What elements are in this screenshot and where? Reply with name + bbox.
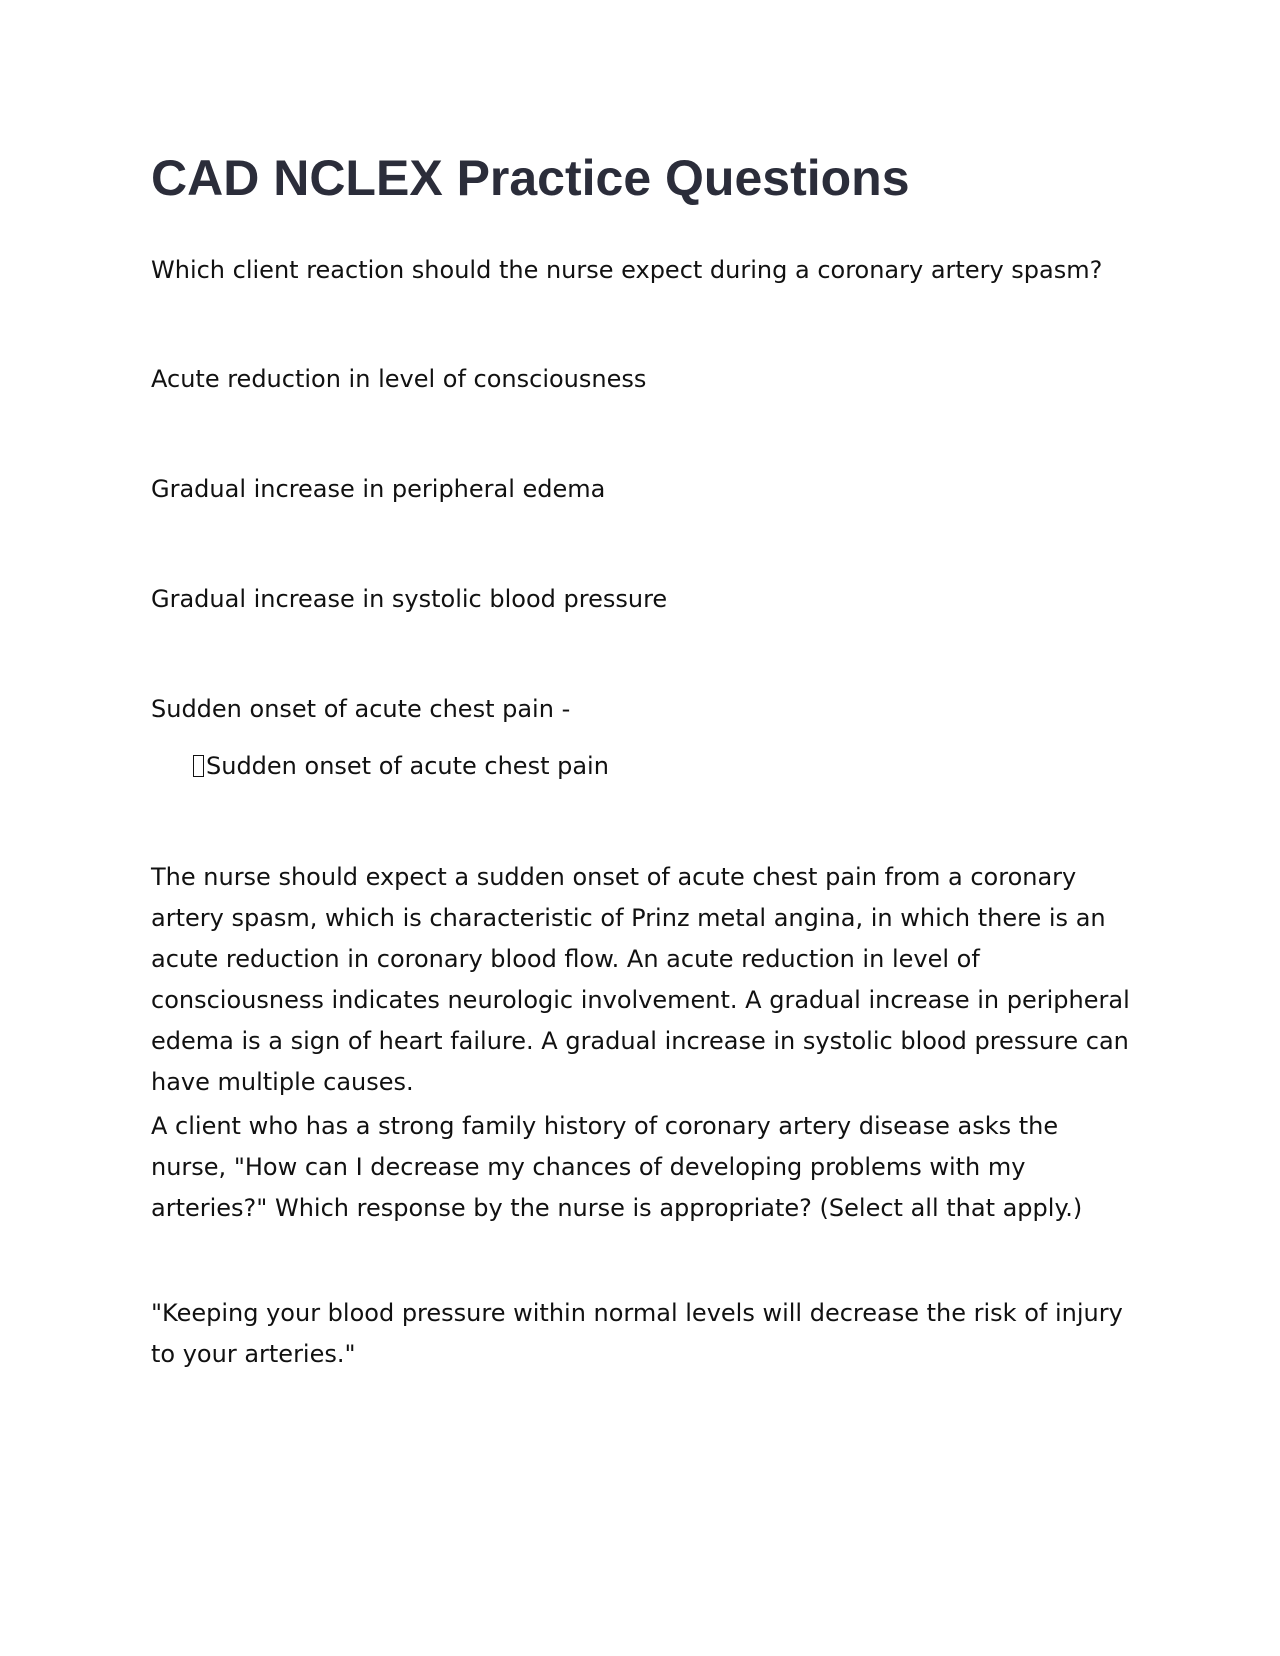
question-1-prompt: Which client reaction should the nurse expect during a coronary artery spasm? (151, 256, 1103, 284)
checkbox-glyph-icon (193, 755, 204, 777)
question-1-option-1: Acute reduction in level of consciousness (151, 365, 647, 393)
question-1-answer (193, 746, 609, 787)
question-1-option-4: Sudden onset of acute chest pain - (151, 695, 571, 723)
question-1-answer-text: Sudden onset of acute chest pain (206, 752, 609, 780)
question-1-option-2: Gradual increase in peripheral edema (151, 475, 606, 503)
question-1-rationale: The nurse should expect a sudden onset of acute chest pain from a coronary artery spasm, which is characteristic of Prinz metal angina, in which there is an acute reduction in coronary blood flow. An acute reduction in level of consciousness indicates neurologic involvement. A gradual increase in peripheral edema is a sign of heart failure. A gradual increase in systolic blood pressure can have multiple causes. (151, 863, 1130, 1096)
question-1-option-3: Gradual increase in systolic blood pressure (151, 585, 668, 613)
question-2-option-1: "Keeping your blood pressure within normal levels will decrease the risk of injury to your arteries." (151, 1299, 1123, 1368)
page-title: CAD NCLEX Practice Questions (151, 150, 910, 206)
question-2-prompt: A client who has a strong family history of coronary artery disease asks the nurse, "How can I decrease my chances of developing problems with my arteries?" Which response by the nurse is appropriate? (Select all that apply.) (151, 1112, 1083, 1222)
